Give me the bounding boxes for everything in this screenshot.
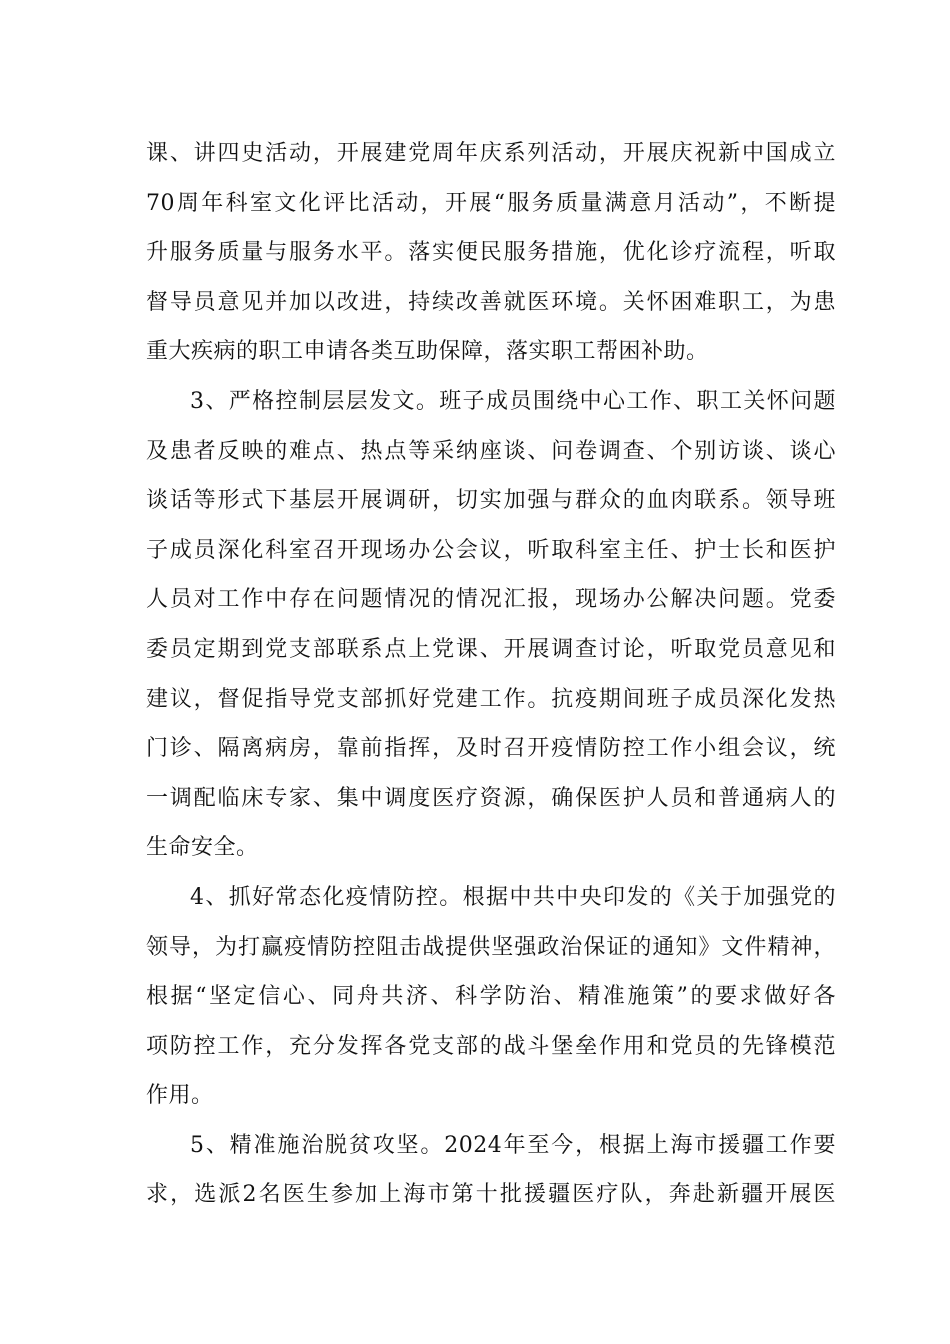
- paragraph-start-line: 3、严格控制层层发文。班子成员围绕中心工作、职工关怀问题: [190, 388, 836, 414]
- text-line: 谈话等形式下基层开展调研，切实加强与群众的血肉联系。领导班: [146, 488, 836, 514]
- text-line: 生命安全。: [146, 835, 259, 861]
- text-line: 求，选派2名医生参加上海市第十批援疆医疗队，奔赴新疆开展医: [146, 1182, 836, 1208]
- text-line: 课、讲四史活动，开展建党周年庆系列活动，开展庆祝新中国成立: [146, 141, 836, 166]
- text-line: 督导员意见并加以改进，持续改善就医环境。关怀困难职工，为患: [146, 289, 836, 315]
- text-line: 项防控工作，充分发挥各党支部的战斗堡垒作用和党员的先锋模范: [146, 1033, 836, 1059]
- text-line: 建议，督促指导党支部抓好党建工作。抗疫期间班子成员深化发热: [146, 686, 836, 712]
- text-line: 70周年科室文化评比活动，开展“服务质量满意月活动”，不断提: [146, 190, 836, 216]
- paragraph-start-line: 4、抓好常态化疫情防控。根据中共中央印发的《关于加强党的: [190, 884, 836, 910]
- text-line: 领导，为打赢疫情防控阻击战提供坚强政治保证的通知》文件精神，: [146, 934, 836, 960]
- text-line: 升服务质量与服务水平。落实便民服务措施，优化诊疗流程，听取: [146, 240, 836, 266]
- text-line: 作用。: [146, 1083, 214, 1109]
- text-line: 重大疾病的职工申请各类互助保障，落实职工帮困补助。: [146, 339, 709, 365]
- paragraph-start-line: 5、精准施治脱贫攻坚。2024年至今，根据上海市援疆工作要: [190, 1132, 836, 1158]
- text-line: 委员定期到党支部联系点上党课、开展调查讨论，听取党员意见和: [146, 636, 836, 662]
- text-line: 一调配临床专家、集中调度医疗资源，确保医护人员和普通病人的: [146, 785, 836, 811]
- text-line: 人员对工作中存在问题情况的情况汇报，现场办公解决问题。党委: [146, 587, 836, 613]
- text-line: 及患者反映的难点、热点等采纳座谈、问卷调查、个别访谈、谈心: [146, 438, 836, 464]
- text-line: 子成员深化科室召开现场办公会议，听取科室主任、护士长和医护: [146, 537, 836, 563]
- document-body: [146, 129, 836, 1220]
- text-line: 根据“坚定信心、同舟共济、科学防治、精准施策”的要求做好各: [146, 984, 836, 1010]
- text-line: 门诊、隔离病房，靠前指挥，及时召开疫情防控工作小组会议，统: [146, 736, 836, 762]
